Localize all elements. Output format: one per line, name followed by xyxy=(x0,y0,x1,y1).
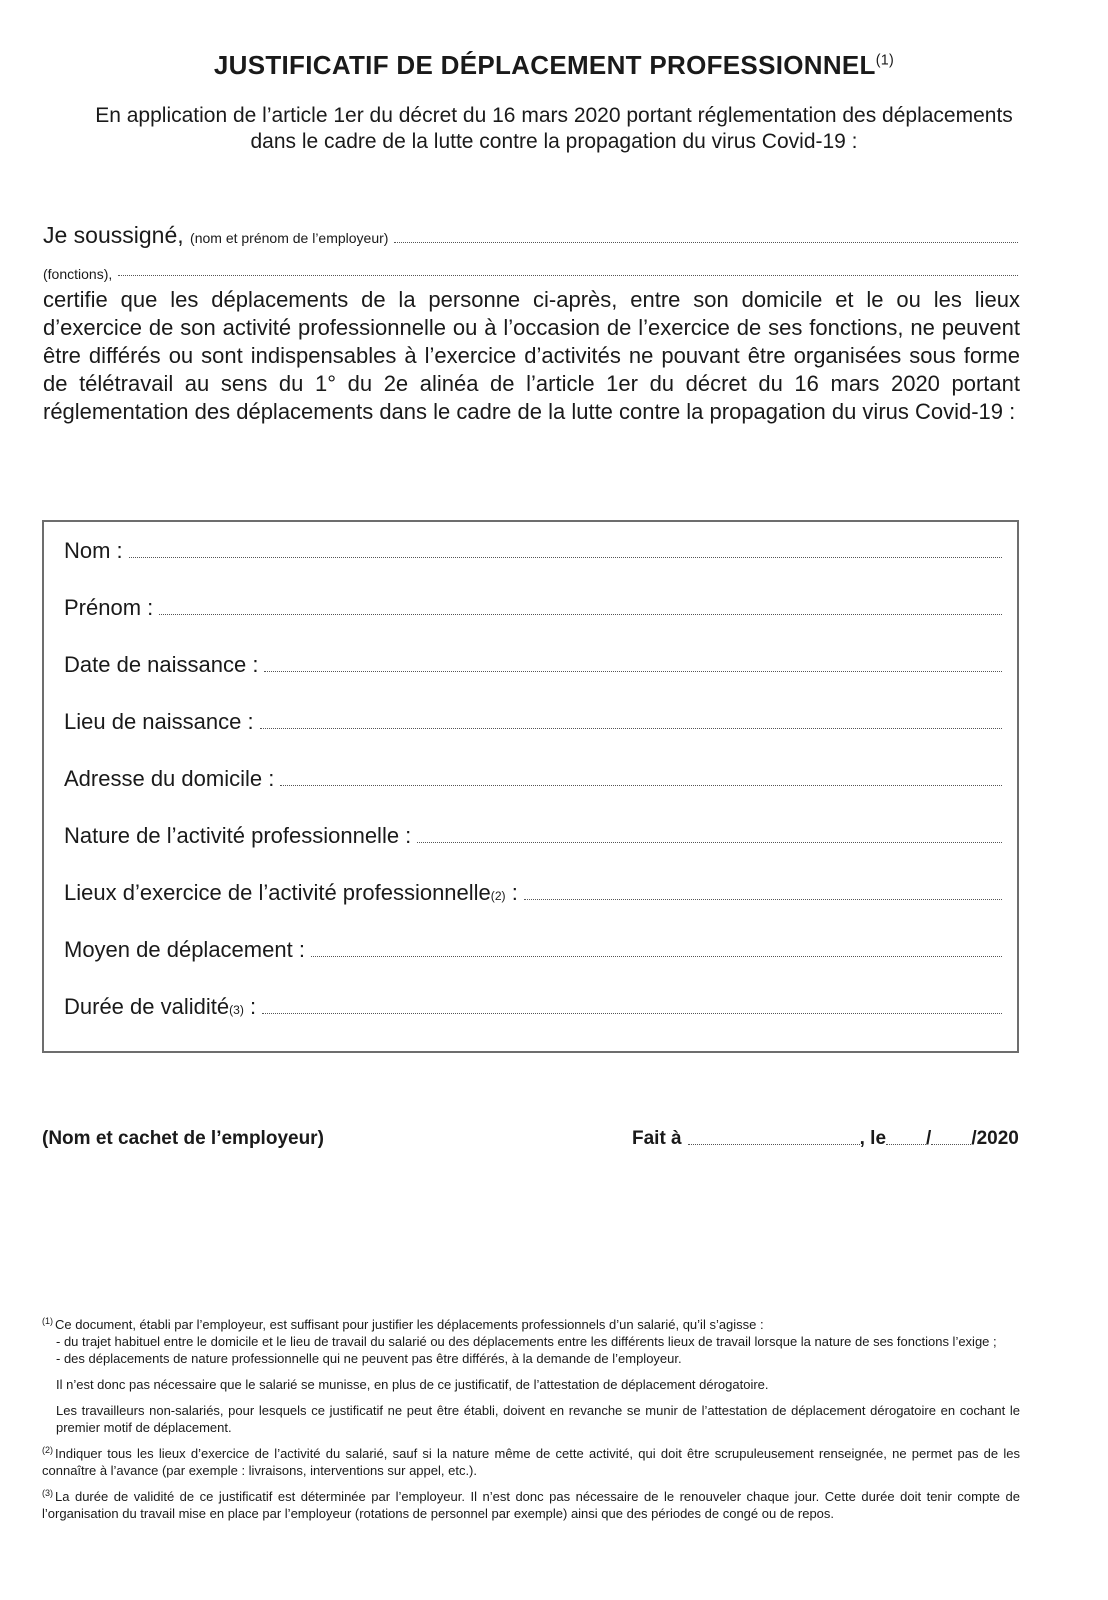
subtitle: En application de l’article 1er du décret du 16 mars 2020 portant réglementation des déplacements dans le cadre de la lutte contre la propagation du virus Covid-19 : xyxy=(95,104,1013,153)
title-text: JUSTIFICATIF DE DÉPLACEMENT PROFESSIONNEL xyxy=(213,50,876,80)
le-label: , le xyxy=(859,1128,887,1149)
functions-hint: (fonctions), xyxy=(43,266,113,282)
footnote-1-intro: Ce document, établi par l’employeur, est suffisant pour justifier les déplacements professionnels d’un salarié, qu’il s’agisse : xyxy=(55,1317,764,1332)
field-moyen-label: Moyen de déplacement : xyxy=(64,937,305,962)
moyen-deplacement-input[interactable] xyxy=(311,955,1002,957)
footnote-1-item-1: - du trajet habituel entre le domicile et le lieu de travail du salarié ou des déplacements entre les différents lieux de travail lorsque la nature de ses fonctions l’exige ; xyxy=(56,1334,997,1349)
prenom-input[interactable] xyxy=(159,613,1002,615)
footnote-2-text: Indiquer tous les lieux d’exercice de l’activité du salarié, sauf si la nature même de cette activité, qui doit être scrupuleusement renseignée, ne permet pas de les connaître à l’avance (par exemple : livraisons, interventions sur appel, etc.). xyxy=(42,1446,1020,1478)
footnote-1-mark: (1) xyxy=(42,1315,53,1326)
duree-validite-input[interactable] xyxy=(262,1012,1002,1014)
field-prenom xyxy=(64,595,1002,621)
footnote-3-text: La durée de validité de ce justificatif est déterminée par l’employeur. Il n’est donc pas nécessaire de le renouveler chaque jour. Cette durée doit tenir compte de l’organisation du travail mise en place par l’employeur (rotations de personnel par exemple) ainsi que des périodes de congé ou de repos. xyxy=(42,1489,1020,1521)
date-place-line xyxy=(632,1128,1020,1150)
lieux-exercice-input[interactable] xyxy=(524,898,1002,900)
field-duree-colon: : xyxy=(250,994,257,1019)
month-field[interactable] xyxy=(931,1143,971,1145)
footnote-1-item-2: - des déplacements de nature professionnelle qui ne peuvent pas être différés, à la demande de l’employeur. xyxy=(56,1351,682,1366)
year-label: /2020 xyxy=(971,1128,1019,1149)
footnote-2 xyxy=(42,1445,1020,1479)
declarant-label: Je soussigné, xyxy=(43,222,184,248)
field-nature-activite xyxy=(64,823,1002,849)
place-field[interactable] xyxy=(688,1143,860,1145)
footnote-2-mark: (2) xyxy=(42,1444,53,1455)
field-date-naissance xyxy=(64,652,1002,678)
field-lieux-exercice-label: Lieux d’exercice de l’activité professionnelle xyxy=(64,880,491,905)
footnote-1-para-3: Les travailleurs non-salariés, pour lesquels ce justificatif ne peut être établi, doivent en revanche se munir de l’attestation de déplacement dérogatoire en cochant le premier motif de déplacement. xyxy=(56,1403,1020,1435)
date-slash: / xyxy=(926,1128,932,1149)
footnote-3-mark: (3) xyxy=(42,1487,53,1498)
functions-field[interactable] xyxy=(118,274,1018,276)
field-moyen-deplacement xyxy=(64,937,1002,963)
certify-paragraph: certifie que les déplacements de la personne ci-après, entre son domicile et le ou les lieux d’exercice de son activité professionnelle ou à l’occasion de l’exercice de ses fonctions, ne peuvent être différés ou sont indispensables à l’exercice d’activités ne pouvant être organisées sous forme de télétravail au sens du 1° du 2e alinéa de l’article 1er du décret du 16 mars 2020 portant réglementation des déplacements dans le cadre de la lutte contre la propagation du virus Covid-19 : xyxy=(43,287,1020,424)
field-adresse xyxy=(64,766,1002,792)
declarant-hint: (nom et prénom de l’employeur) xyxy=(190,230,389,246)
declarant-line xyxy=(43,222,1018,249)
employee-info-box xyxy=(42,520,1019,1053)
nature-activite-input[interactable] xyxy=(417,841,1002,843)
declarant-name-field[interactable] xyxy=(394,241,1018,243)
field-prenom-label: Prénom : xyxy=(64,595,154,620)
employer-stamp-label: (Nom et cachet de l’employeur) xyxy=(42,1128,324,1149)
field-date-naissance-label: Date de naissance : xyxy=(64,652,259,677)
field-nature-label: Nature de l’activité professionnelle : xyxy=(64,823,412,848)
fait-a-label: Fait à xyxy=(632,1128,682,1149)
footnote-3 xyxy=(42,1488,1020,1522)
functions-line xyxy=(43,266,1018,282)
field-adresse-label: Adresse du domicile : xyxy=(64,766,275,791)
date-naissance-input[interactable] xyxy=(264,670,1002,672)
footnote-1 xyxy=(42,1316,1020,1367)
field-duree-validite: Durée de validité (3) : xyxy=(64,994,1002,1020)
day-field[interactable] xyxy=(886,1143,926,1145)
field-lieu-naissance-label: Lieu de naissance : xyxy=(64,709,254,734)
lieu-naissance-input[interactable] xyxy=(260,727,1002,729)
document-title xyxy=(0,50,1108,81)
field-lieux-exercice: Lieux d’exercice de l’activité professionnelle (2) : xyxy=(64,880,1002,906)
footnotes xyxy=(42,1316,1020,1531)
field-nom xyxy=(64,538,1002,564)
field-lieux-exercice-colon: : xyxy=(511,880,518,905)
footnote-1-para-2: Il n’est donc pas nécessaire que le salarié se munisse, en plus de ce justificatif, de l’attestation de déplacement dérogatoire. xyxy=(56,1377,769,1392)
title-footnote-mark: (1) xyxy=(875,52,895,69)
field-lieu-naissance xyxy=(64,709,1002,735)
adresse-input[interactable] xyxy=(280,784,1002,786)
field-duree-label: Durée de validité xyxy=(64,994,230,1019)
field-nom-label: Nom : xyxy=(64,538,123,563)
nom-input[interactable] xyxy=(129,556,1002,558)
